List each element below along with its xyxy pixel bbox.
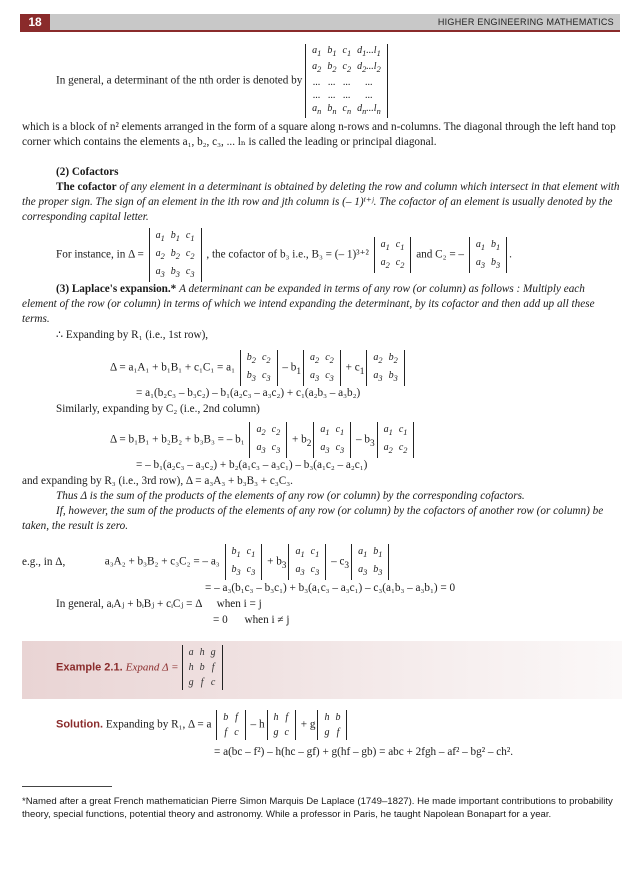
general-line [56, 597, 638, 612]
expand-c2-line: Similarly, expanding by C₂ (i.e., 2nd column) [56, 403, 260, 415]
solution-lead: Expanding by R₁, Δ = a [105, 718, 212, 731]
nth-matrix-cell: $c_1$ [342, 45, 352, 58]
laplace-text: A determinant can be expanded in terms of any row (or column) as follows : Multiply each element of the row (or column) in terms of which we intend expanding the determinant, by its cofactor and then add up all these terms. [22, 283, 595, 325]
example-matrix-cell: g [188, 677, 194, 688]
c2-matrix-cell: $b_1$ [491, 239, 501, 252]
instance-line: For instance, in Δ = $a_1$ $b_1$ $c_1$ $a_2$ $b_2$ $c_2$ $a_3$ $b_3$ $c_3$ , the cofactor of b₃ i.e., B₃ = (– 1)³⁺² $a_1$ $c_1$ $a_2$ $c_2$ and C₂ = – $a_1$ $b_1$ $a_3$ $b_3$ . [56, 228, 638, 282]
however-paragraph: If, however, the sum of the products of the elements of any row (or column) by the cofactors of another row (or column) be taken, the result is zero. [22, 505, 604, 532]
nth-matrix-cell: $b_1$ [327, 45, 337, 58]
c2-matrix-cell: $a_1$ [475, 239, 485, 252]
when-equal: when i = j [216, 598, 262, 610]
b3-matrix-cell: $a_1$ [380, 239, 390, 252]
example-text: Expand Δ = [125, 661, 179, 674]
example-matrix-cell: h [188, 662, 194, 673]
example-label: Example 2.1. [56, 661, 123, 674]
delta-matrix-cell: $c_1$ [185, 230, 195, 243]
nth-matrix-cell: ... [343, 77, 351, 88]
nth-matrix-cell: ... [312, 90, 321, 101]
delta-determinant [149, 228, 202, 282]
example-matrix-cell: b [199, 662, 205, 673]
eq1-line: Δ = a₁A₁ + b₁B₁ + c₁C₁ = a₁ $b_2$ $c_2$ $b_3$ $c_3$ – $b_1$ $a_2$ $c_2$ $a_3$ $c_3$ + $c_1$ $a_2$ $b_2$ $a_3$ $b_3$ [110, 350, 638, 386]
footnote-rule [22, 786, 112, 787]
delta-matrix-cell: $b_2$ [170, 248, 180, 261]
page-header [20, 14, 620, 32]
laplace-heading: (3) Laplace's expansion.* [56, 283, 177, 295]
nth-matrix-cell: $a_1$ [312, 45, 322, 58]
eq1-result: = a₁(b₂c₃ – b₃c₂) – b₁(a₂c₃ – a₃c₂) + c₁(a₂b₃ – a₃b₂) [136, 387, 361, 399]
eq2-lhs: Δ = b₁B₁ + b₂B₂ + b₃B₃ = – b₁ [110, 433, 245, 446]
delta-matrix-cell: $b_1$ [170, 230, 180, 243]
nth-matrix-cell: $c_2$ [342, 61, 352, 74]
eq1-lhs: Δ = a₁A₁ + b₁B₁ + c₁C₁ = a₁ [110, 361, 235, 374]
solution-result: = a(bc – f²) – h(hc – gf) + g(hf – gb) = abc + 2fgh – af² – bg² – ch². [214, 746, 513, 758]
example-matrix-cell: f [200, 677, 204, 688]
example-matrix-cell: a [188, 647, 194, 658]
nth-matrix-cell: ... [365, 90, 373, 101]
general-line-2 [213, 613, 638, 628]
cofactors-paragraph [22, 180, 622, 224]
nth-matrix-cell: $d_2...l_2$ [357, 61, 381, 74]
solution-line: Solution. Expanding by R₁, Δ = a b f f c – h h f g c + g h b g f [56, 710, 638, 740]
c2-minor [469, 237, 507, 273]
when-not-equal: when i ≠ j [244, 614, 290, 626]
b3-matrix-cell: $c_2$ [395, 257, 405, 270]
solution-label: Solution. [56, 718, 104, 731]
instance-and: and C₂ = – [416, 248, 465, 261]
nth-matrix-cell: $a_n$ [312, 103, 322, 116]
example-box [22, 641, 622, 699]
running-head: HIGHER ENGINEERING MATHEMATICS [437, 17, 614, 27]
nth-matrix-cell: $c_n$ [342, 103, 352, 116]
general-lead: In general, aᵢAⱼ + bᵢBⱼ + cᵢCⱼ = Δ [56, 598, 202, 610]
nth-matrix-cell: $d_n...l_n$ [357, 103, 381, 116]
thus-paragraph: Thus Δ is the sum of the products of the elements of any row (or column) by the corresponding cofactors. [56, 490, 525, 502]
expand-r1-line: ∴ Expanding by R₁ (i.e., 1st row), [56, 329, 209, 341]
c2-matrix-cell: $a_3$ [475, 257, 485, 270]
b3-minor [374, 237, 412, 273]
nth-matrix-cell: ... [365, 77, 373, 88]
eg-result: = – a₃(b₁c₃ – b₃c₁) + b₃(a₁c₃ – a₃c₁) – c₃(a₁b₃ – a₃b₁) = 0 [205, 582, 456, 594]
c2-matrix-cell: $b_3$ [491, 257, 501, 270]
eg-lead: e.g., in Δ, [22, 555, 66, 568]
nth-matrix-cell: ... [343, 90, 351, 101]
para-nth-order: which is a block of n² elements arranged in the form of a square along n-rows and n-columns. The diagonal through the left hand top corner which contains the elements a₁, b₂, c₃, ... lₙ is called the leading or principal diagonal. [22, 121, 616, 148]
example-matrix-cell: h [199, 647, 205, 658]
nth-matrix-cell: $b_n$ [327, 103, 337, 116]
example-matrix-cell: f [211, 662, 215, 673]
b3-matrix-cell: $a_2$ [380, 257, 390, 270]
nth-order-lead: In general, a determinant of the nth order is denoted by [56, 74, 303, 87]
nth-matrix-cell: ... [328, 77, 336, 88]
expand-r3-line: and expanding by R₃ (i.e., 3rd row), Δ = a₃A₃ + b₃B₃ + c₃C₃. [22, 475, 293, 487]
page-number: 18 [20, 14, 50, 30]
delta-matrix-cell: $c_3$ [185, 266, 195, 279]
footnote: *Named after a great French mathematician Pierre Simon Marquis De Laplace (1749–1827). He made important contributions to probability theory, special functions, potential theory and astronomy. While a professor in Paris, he taught Napolean Bonapart for a year. [22, 796, 613, 820]
example-determinant [182, 645, 223, 690]
nth-order-line [56, 44, 622, 118]
nth-matrix-cell: $d_1...l_1$ [357, 45, 381, 58]
cofactor-definition: of any element in a determinant is obtained by deleting the row and column which intersect in that element with the proper sign. The sign of an element in the ith row and jth column is (– 1)ⁱ⁺ʲ. The cofactor of an element is usually denoted by the corresponding capital letter. [22, 181, 620, 223]
eq2-line: Δ = b₁B₁ + b₂B₂ + b₃B₃ = – b₁ $a_2$ $c_2$ $a_3$ $c_3$ + $b_2$ $a_1$ $c_1$ $a_3$ $c_3$ – $b_3$ $a_1$ $c_1$ $a_2$ $c_2$ [110, 422, 638, 458]
delta-matrix-cell: $a_2$ [155, 248, 165, 261]
delta-matrix-cell: $b_3$ [170, 266, 180, 279]
nth-order-determinant [305, 44, 388, 118]
eq2-result: = – b₁(a₂c₃ – a₃c₂) + b₂(a₁c₃ – a₃c₁) – b₃(a₁c₂ – a₂c₁) [136, 459, 368, 471]
nth-matrix-cell: $b_2$ [327, 61, 337, 74]
cofactor-bold-lead: The cofactor [56, 181, 117, 193]
example-matrix-cell: g [210, 647, 216, 658]
example-matrix-cell: c [210, 677, 216, 688]
zero-value: = 0 [213, 614, 228, 626]
eg-line: e.g., in Δ, a₃A₂ + b₃B₂ + c₃C₂ = – a₃ $b_1$ $c_1$ $b_3$ $c_3$ + $b_3$ $a_1$ $c_1$ $a_3$ $c_3$ – $c_3$ $a_1$ $b_1$ $a_3$ $b_3$ [22, 544, 622, 580]
instance-mid: , the cofactor of b₃ i.e., B₃ = (– 1)³⁺² [206, 248, 372, 261]
instance-lead: For instance, in Δ = [56, 248, 144, 261]
nth-matrix-cell: ... [312, 77, 321, 88]
cofactors-heading: (2) Cofactors [56, 166, 119, 178]
laplace-paragraph [22, 282, 622, 326]
delta-matrix-cell: $a_1$ [155, 230, 165, 243]
delta-matrix-cell: $a_3$ [155, 266, 165, 279]
b3-matrix-cell: $c_1$ [395, 239, 405, 252]
eg-lhs: a₃A₂ + b₃B₂ + c₃C₂ = – a₃ [104, 555, 220, 568]
nth-matrix-cell: ... [328, 90, 336, 101]
delta-matrix-cell: $c_2$ [185, 248, 195, 261]
nth-matrix-cell: $a_2$ [312, 61, 322, 74]
example-line [56, 645, 223, 690]
